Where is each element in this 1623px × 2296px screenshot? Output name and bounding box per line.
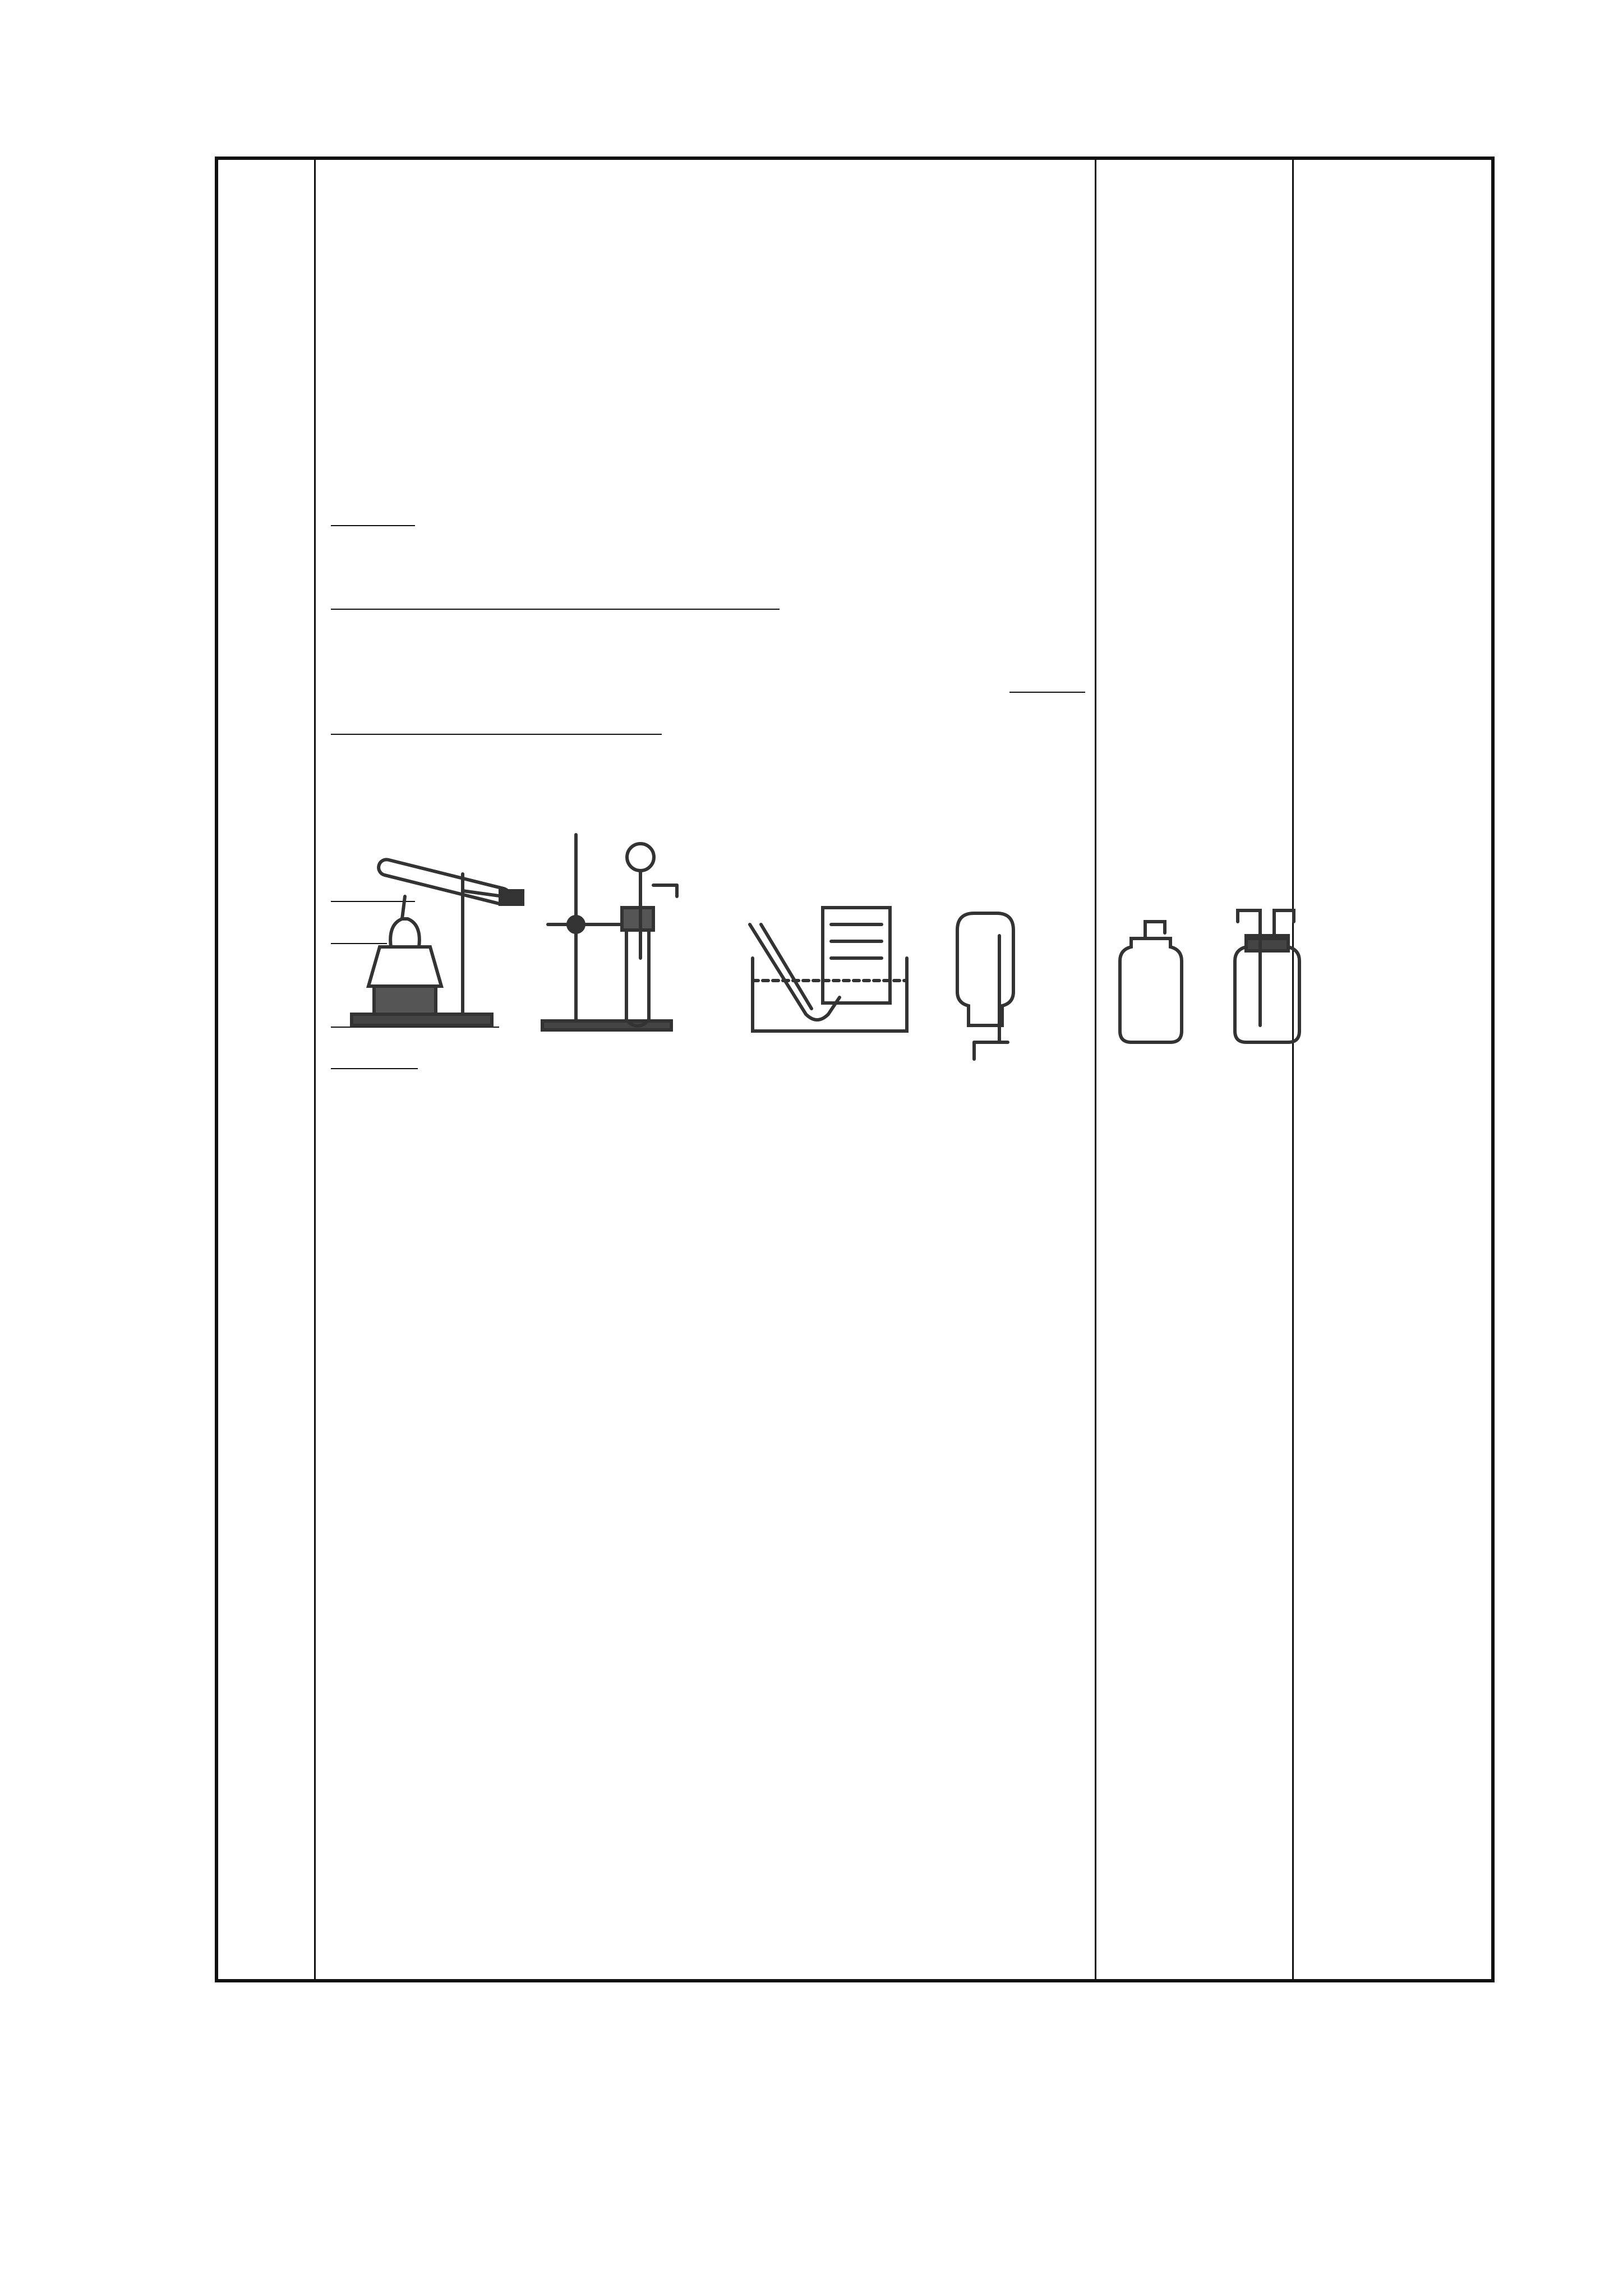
consolidation-options (331, 1338, 1085, 1381)
q1-line-5 (331, 664, 1085, 706)
question-end (331, 454, 1085, 496)
q1-line-3 (331, 580, 1085, 622)
answer-blank (331, 497, 415, 526)
apparatus-f-drawing (1235, 910, 1299, 1042)
apparatus-a-drawing (352, 858, 523, 1025)
consolidation-q1 (331, 1255, 1085, 1297)
apparatus-d-drawing (957, 913, 1013, 1059)
consolidation-q1-paren (331, 1296, 1085, 1338)
q1-line-2 (331, 538, 1085, 580)
figure-spacer (331, 160, 1085, 454)
q1-line-1 (331, 496, 1085, 539)
content-cell (331, 160, 1085, 1380)
apparatus-c-drawing (750, 908, 907, 1031)
consolidation-heading (331, 1213, 1085, 1255)
answer-blank (331, 706, 662, 735)
q1-line-6 (331, 705, 1085, 747)
q1-line-4 (331, 622, 1085, 664)
answer-blank (1009, 664, 1085, 693)
apparatus-b-drawing (542, 835, 677, 1030)
apparatus-e-drawing (1120, 922, 1182, 1042)
apparatus-figure (335, 812, 1339, 1146)
column-divider (314, 157, 316, 1982)
q2-line-1 (331, 747, 1085, 789)
answer-blank (331, 581, 780, 610)
